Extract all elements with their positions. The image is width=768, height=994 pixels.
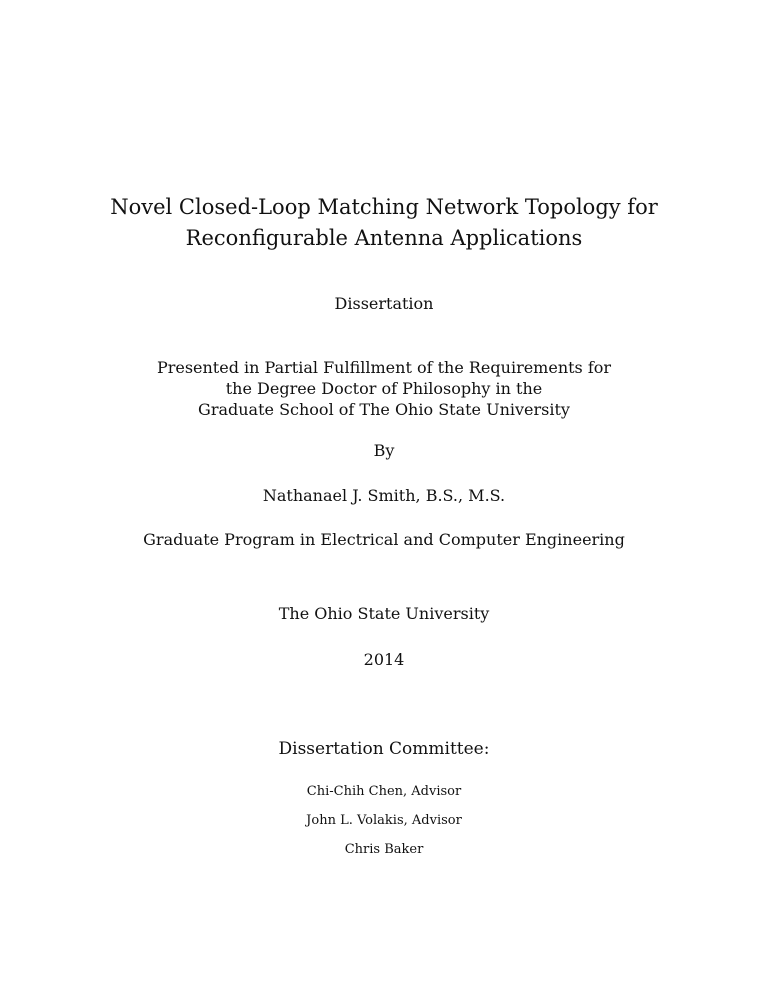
fulfillment-line-3: Graduate School of The Ohio State University: [198, 400, 570, 419]
fulfillment-line-1: Presented in Partial Fulfillment of the Requirements for: [156, 358, 612, 377]
committee-list: [0, 777, 768, 864]
fulfillment-statement: [0, 357, 768, 420]
committee-heading: Dissertation Committee:: [278, 739, 490, 759]
committee-member: Chi-Chih Chen, Advisor: [306, 784, 462, 799]
committee-member: John L. Volakis, Advisor: [306, 813, 462, 828]
document-type: Dissertation: [334, 294, 434, 313]
year: 2014: [363, 650, 405, 669]
dissertation-title: [0, 192, 768, 254]
fulfillment-line-2: the Degree Doctor of Philosophy in the: [225, 379, 543, 398]
university-name: The Ohio State University: [278, 604, 490, 623]
graduate-program: Graduate Program in Electrical and Computer Engineering: [143, 530, 625, 549]
title-line-2: Reconfigurable Antenna Applications: [185, 226, 583, 250]
by-label: By: [373, 441, 395, 460]
author-name: Nathanael J. Smith, B.S., M.S.: [262, 486, 506, 505]
committee-member: Chris Baker: [344, 842, 424, 857]
title-line-1: Novel Closed-Loop Matching Network Topology for: [110, 195, 658, 219]
